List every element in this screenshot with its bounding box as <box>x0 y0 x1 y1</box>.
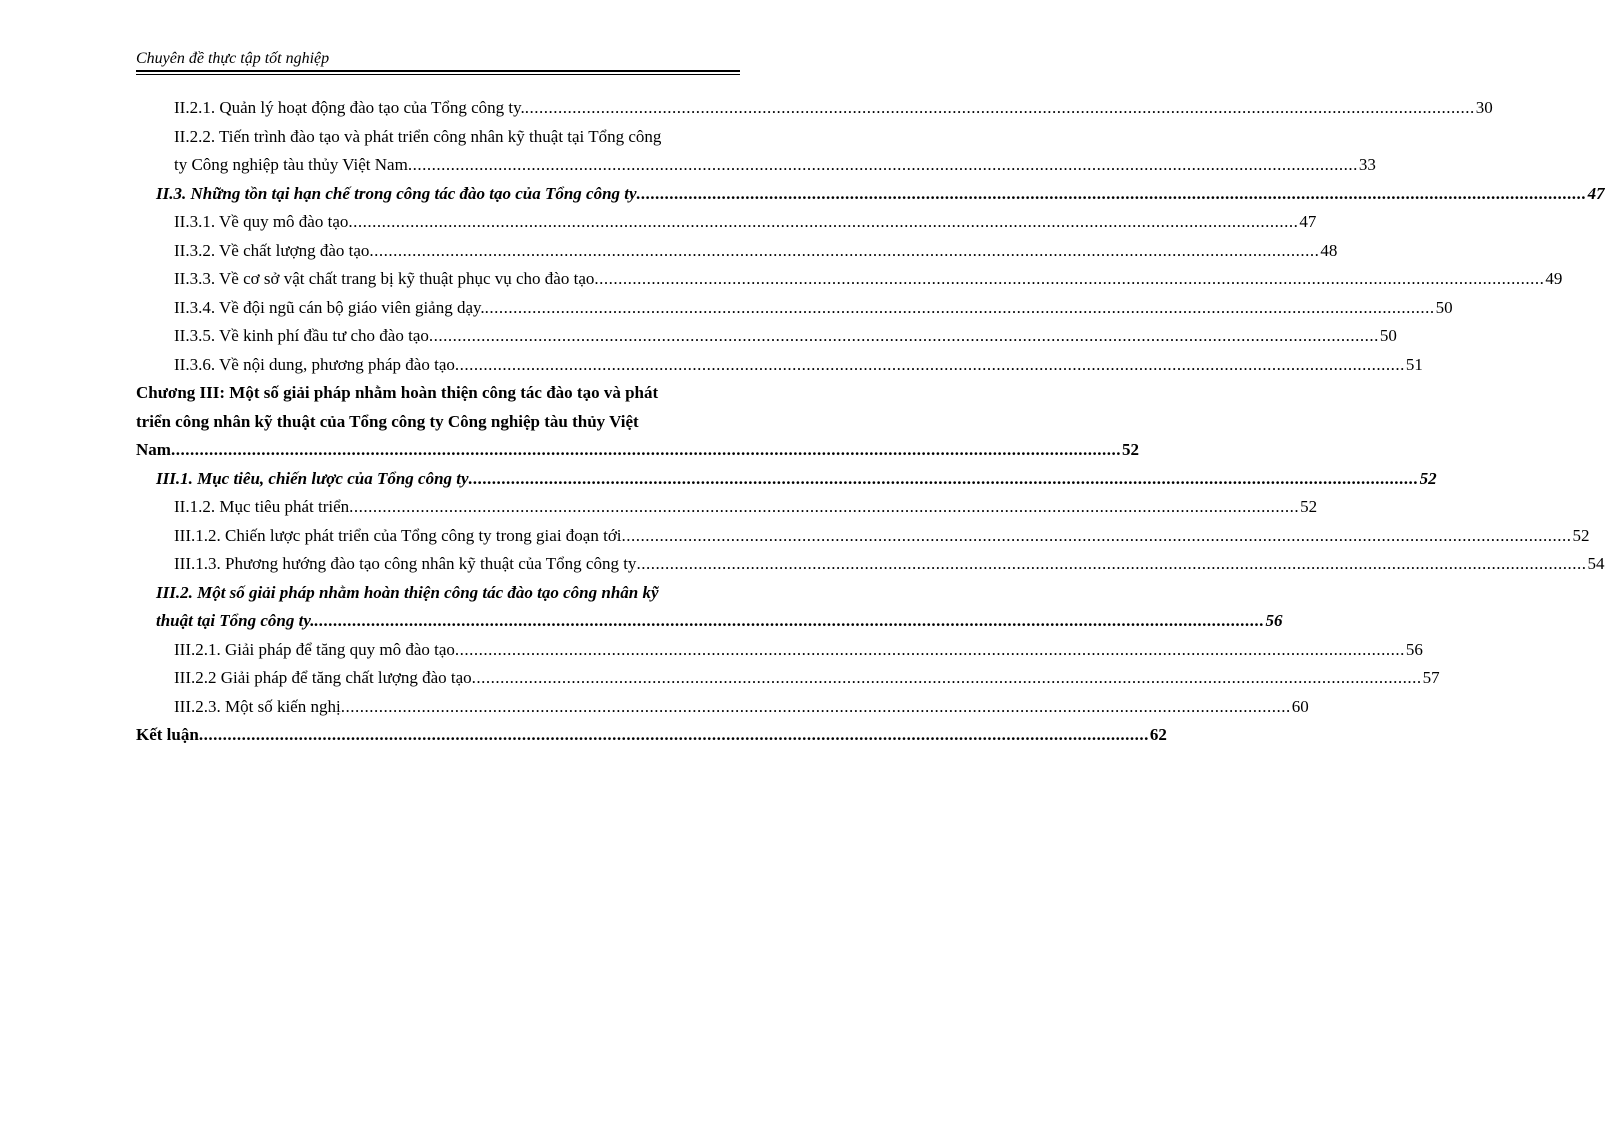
toc-page-number: 52 <box>1300 497 1318 516</box>
toc-page-number: 30 <box>1475 98 1493 117</box>
toc-entry[interactable] <box>136 493 1318 522</box>
leader-dots: ........................................................................................................................................................................................................ <box>340 696 1291 716</box>
leader-dots: ........................................................................................................................................................................................................ <box>348 212 1299 231</box>
toc-page-number: 52 <box>1572 525 1590 545</box>
toc-entry-text: II.3.3. Về cơ sở vật chất trang bị kỹ thuật phục vụ cho đào tạo <box>174 269 595 288</box>
toc-entry-text: II.3.2. Về chất lượng đào tạo <box>174 240 370 260</box>
leader-dots: ........................................................................................................................................................................................................ <box>428 326 1379 345</box>
leader-dots: ........................................................................................................................................................................................................ <box>471 668 1422 687</box>
toc-page-number: 57 <box>1422 668 1440 687</box>
table-of-contents <box>136 94 1605 750</box>
leader-dots: ........................................................................................................................................................................................................ <box>454 639 1405 659</box>
toc-chapter-heading[interactable] <box>136 721 1167 750</box>
toc-entry-text: triển công nhân kỹ thuật của Tổng công ty Công nghiệp tàu thủy Việt <box>136 411 639 431</box>
leader-dots: ........................................................................................................................................................................................................ <box>594 269 1545 288</box>
toc-entry-text: II.3.6. Về nội dung, phương pháp đào tạo <box>174 354 455 374</box>
toc-entry-text: III.1.2. Chiến lược phát triển của Tổng công ty trong giai đoạn tới <box>174 525 622 545</box>
toc-entry-text: III.1.3. Phương hướng đào tạo công nhân kỹ thuật của Tổng công ty <box>174 554 637 573</box>
toc-entry[interactable] <box>136 94 1493 123</box>
toc-entry[interactable] <box>136 550 1605 579</box>
toc-entry-text: II.3. Những tồn tại hạn chế trong công tác đào tạo của Tổng công ty <box>156 183 637 203</box>
toc-entry-text: II.3.1. Về quy mô đào tạo <box>174 212 349 231</box>
leader-dots: ........................................................................................................................................................................................................ <box>621 525 1572 545</box>
toc-page-number: 60 <box>1291 696 1309 716</box>
toc-page-number: 47 <box>1299 212 1317 231</box>
leader-dots: ........................................................................................................................................................................................................ <box>468 468 1419 488</box>
toc-entry-text: III.1. Mục tiêu, chiến lược của Tổng công ty <box>156 468 469 488</box>
toc-entry-text: Kết luận <box>136 725 199 744</box>
toc-entry[interactable] <box>136 693 1309 722</box>
toc-page-number: 56 <box>1265 611 1283 630</box>
leader-dots: ........................................................................................................................................................................................................ <box>198 725 1149 744</box>
running-header: Chuyên đề thực tập tốt nghiệp <box>136 50 330 67</box>
toc-section-heading[interactable] <box>136 465 1437 494</box>
leader-dots: ........................................................................................................................................................................................................ <box>636 183 1587 203</box>
leader-dots: ........................................................................................................................................................................................................ <box>314 611 1265 630</box>
toc-entry-text: III.2.1. Giải pháp để tăng quy mô đào tạo <box>174 639 455 659</box>
leader-dots: ........................................................................................................................................................................................................ <box>349 497 1300 516</box>
toc-entry-text: II.3.4. Về đội ngũ cán bộ giáo viên giảng dạy. <box>174 297 485 317</box>
toc-entry-text: III.2.3. Một số kiến nghị <box>174 696 341 716</box>
toc-entry[interactable] <box>136 636 1423 665</box>
toc-entry-text: Nam <box>136 440 171 459</box>
toc-entry[interactable] <box>136 265 1563 294</box>
toc-entry-text: II.2.1. Quản lý hoạt động đào tạo của Tổng công ty. <box>174 98 525 117</box>
toc-page-number: 48 <box>1320 240 1338 260</box>
toc-entry-text: thuật tại Tổng công ty. <box>156 611 315 630</box>
toc-entry-text: III.2.2 Giải pháp để tăng chất lượng đào tạo <box>174 668 472 687</box>
toc-page-number: 33 <box>1358 155 1376 174</box>
toc-entry[interactable] <box>136 294 1453 323</box>
toc-entry-text: II.2.2. Tiến trình đào tạo và phát triển công nhân kỹ thuật tại Tổng công <box>174 126 662 146</box>
header-rule-thick <box>136 70 740 72</box>
toc-page-number: 56 <box>1405 639 1423 659</box>
leader-dots: ........................................................................................................................................................................................................ <box>484 297 1435 317</box>
toc-entry[interactable] <box>136 208 1317 237</box>
toc-page-number: 54 <box>1587 554 1605 573</box>
toc-chapter-heading[interactable] <box>136 379 1139 465</box>
leader-dots: ........................................................................................................................................................................................................ <box>369 240 1320 260</box>
leader-dots: ........................................................................................................................................................................................................ <box>636 554 1587 573</box>
toc-entry-text: III.2. Một số giải pháp nhằm hoàn thiện công tác đào tạo công nhân kỹ <box>156 582 659 602</box>
toc-entry[interactable] <box>136 522 1590 551</box>
toc-page-number: 52 <box>1419 468 1437 488</box>
toc-page-number: 49 <box>1545 269 1563 288</box>
toc-entry-text: Chương III: Một số giải pháp nhằm hoàn thiện công tác đào tạo và phát <box>136 383 659 402</box>
toc-page-number: 51 <box>1405 354 1423 374</box>
leader-dots: ........................................................................................................................................................................................................ <box>170 440 1121 459</box>
toc-entry-text: II.3.5. Về kinh phí đầu tư cho đào tạo <box>174 326 429 345</box>
header-rule-thin <box>136 74 740 75</box>
toc-page-number: 62 <box>1149 725 1167 744</box>
toc-section-heading[interactable] <box>136 180 1605 209</box>
leader-dots: ........................................................................................................................................................................................................ <box>407 155 1358 174</box>
toc-entry[interactable] <box>136 322 1397 351</box>
toc-section-heading[interactable] <box>136 579 1283 636</box>
toc-entry[interactable] <box>136 237 1338 266</box>
toc-entry-text: ty Công nghiệp tàu thủy Việt Nam <box>174 155 408 174</box>
toc-entry[interactable] <box>136 664 1440 693</box>
toc-page-number: 52 <box>1121 440 1139 459</box>
toc-page-number: 47 <box>1587 183 1605 203</box>
toc-entry[interactable] <box>136 351 1423 380</box>
toc-entry-text: II.1.2. Mục tiêu phát triển <box>174 497 350 516</box>
toc-entry[interactable] <box>136 123 1376 180</box>
leader-dots: ........................................................................................................................................................................................................ <box>454 354 1405 374</box>
toc-page-number: 50 <box>1435 297 1453 317</box>
leader-dots: ........................................................................................................................................................................................................ <box>524 98 1475 117</box>
toc-page-number: 50 <box>1379 326 1397 345</box>
